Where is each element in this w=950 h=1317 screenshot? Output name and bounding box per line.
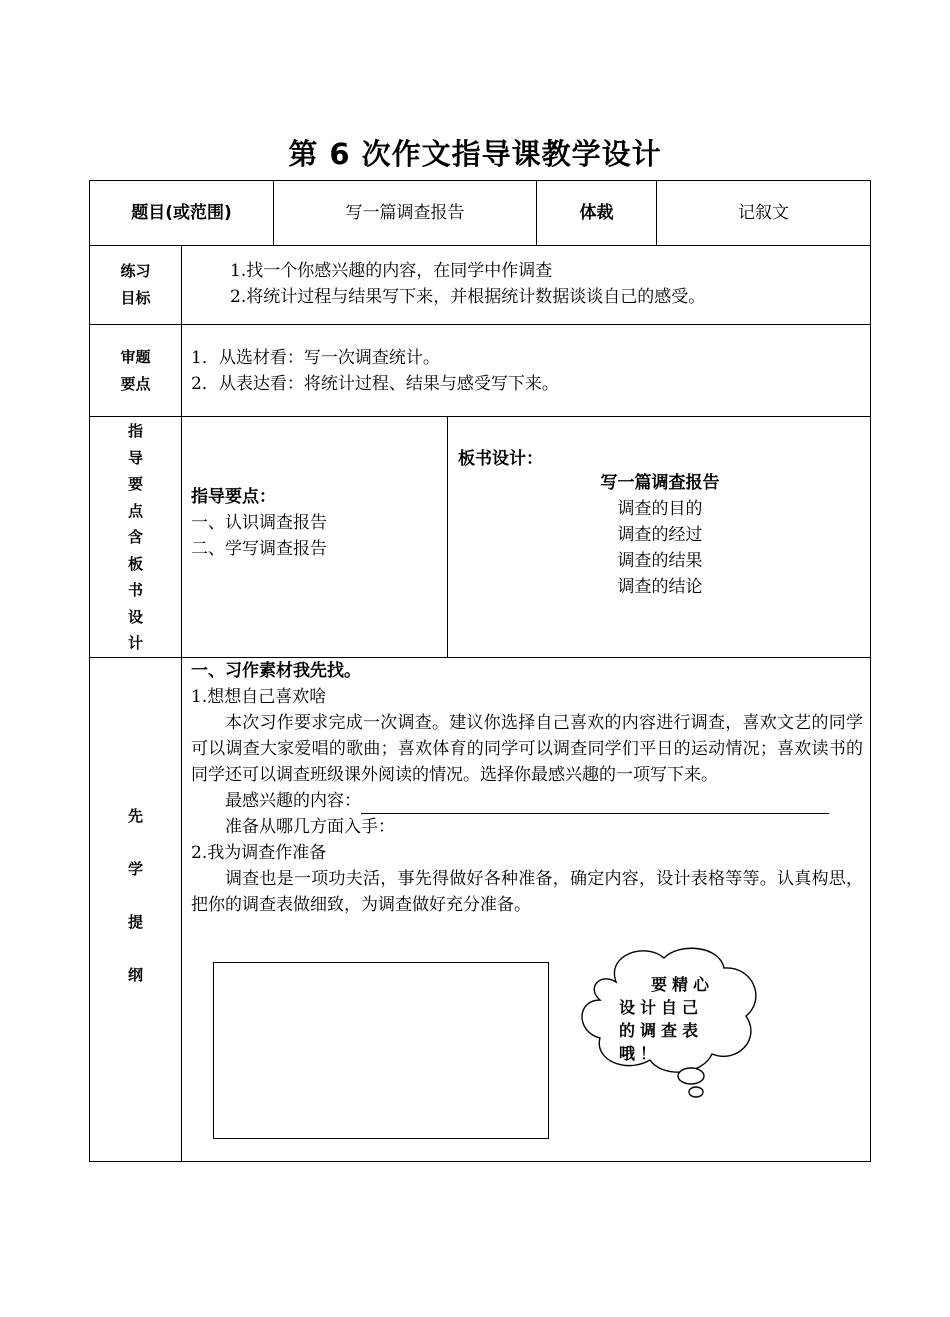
- row-divider-2: [89, 324, 871, 325]
- table-border-right: [870, 180, 871, 1162]
- preview-label: 先 学 提 纲: [127, 807, 143, 984]
- row-divider-1: [89, 245, 871, 246]
- guidance-points-title: 指导要点：: [191, 487, 276, 507]
- preview-heading: 一、习作素材我先找。: [191, 661, 361, 681]
- genre-value: 记叙文: [738, 203, 789, 223]
- col-divider-guidance: [447, 416, 448, 657]
- objectives-label: 练习 目标: [120, 262, 151, 307]
- key-points-list: [191, 345, 861, 397]
- objective-item: 1.找一个你感兴趣的内容，在同学中作调查: [230, 261, 553, 281]
- preview-sub2: 2.我为调查作准备: [191, 843, 327, 863]
- table-border-bottom: [89, 1161, 871, 1162]
- interest-input-line[interactable]: [361, 795, 829, 814]
- preview-para2: 调查也是一项功夫活，事先得做好各种准备，确定内容，设计表格等等。认真构思，把你的调查表做细致，为调查做好充分准备。: [191, 869, 863, 915]
- preview-para1: 本次习作要求完成一次调查。建议你选择自己喜欢的内容进行调查，喜欢文艺的同学可以调查大家爱唱的歌曲；喜欢体育的同学可以调查同学们平日的运动情况；喜欢读书的同学还可以调查班级课外阅读的情况。选择你最感兴趣的一项写下来。: [191, 713, 863, 785]
- table-border-top: [89, 180, 871, 181]
- genre-label: 体裁: [579, 203, 614, 223]
- preview-sub1: 1.想想自己喜欢啥: [191, 687, 327, 707]
- guidance-points: [191, 484, 441, 562]
- board-item: 调查的结论: [617, 577, 703, 597]
- interest-line: [191, 788, 863, 814]
- board-item: 调查的目的: [617, 499, 703, 519]
- board-title: 写一篇调查报告: [600, 473, 720, 493]
- interest-prompt: 最感兴趣的内容：: [225, 791, 361, 811]
- guidance-label: 指 导 要 点 含 板 书 设 计: [127, 422, 143, 652]
- topic-label: 题目(或范围): [131, 203, 232, 223]
- bubble-text: 要精心设计自己的调查表哦！: [619, 975, 715, 1063]
- guidance-point-item: 二、学写调查报告: [191, 539, 327, 559]
- guidance-point-item: 一、认识调查报告: [191, 513, 327, 533]
- aspects-prompt: 准备从哪几方面入手：: [225, 817, 395, 837]
- col-divider-label: [181, 245, 182, 1161]
- preview-content: [191, 658, 863, 918]
- survey-table-box[interactable]: [213, 962, 549, 1139]
- key-point-item: 2．从表达看：将统计过程、结果与感受写下来。: [191, 374, 559, 394]
- table-border-left: [89, 180, 90, 1162]
- row-divider-3: [89, 416, 871, 417]
- key-points-label: 审题 要点: [120, 348, 151, 393]
- objective-item: 2.将统计过程与结果写下来，并根据统计数据谈谈自己的感受。: [230, 287, 706, 307]
- board-design: [560, 470, 760, 600]
- board-item: 调查的结果: [617, 551, 703, 571]
- topic-value: 写一篇调查报告: [345, 203, 465, 223]
- board-item: 调查的经过: [617, 525, 703, 545]
- board-design-label: 板书设计：: [458, 449, 543, 469]
- page-title: 第 6 次作文指导课教学设计: [288, 137, 662, 171]
- objectives-list: [230, 258, 870, 310]
- key-point-item: 1．从选材看：写一次调查统计。: [191, 348, 440, 368]
